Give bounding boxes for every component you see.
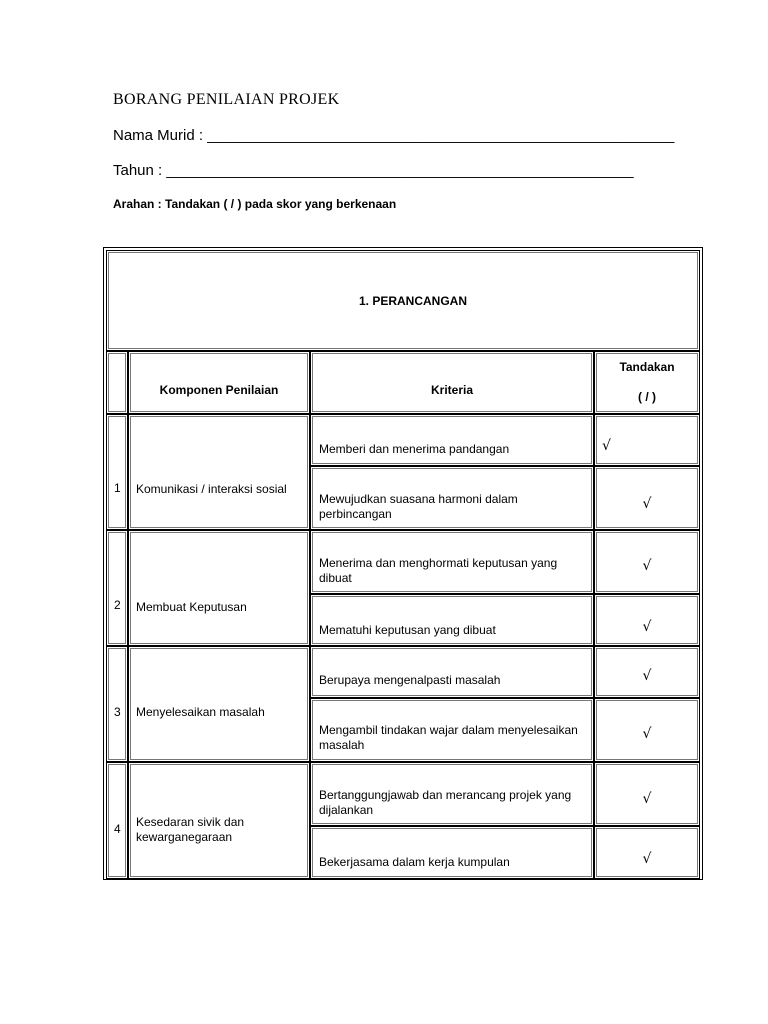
criteria-cell bbox=[310, 826, 594, 879]
assessment-table bbox=[103, 247, 703, 880]
row-number: 1 bbox=[114, 481, 121, 495]
section-header-cell bbox=[106, 250, 700, 351]
mark-cell[interactable] bbox=[594, 414, 700, 466]
check-mark-icon: √ bbox=[642, 668, 652, 684]
student-name-label: Nama Murid : bbox=[113, 127, 208, 144]
mark-cell[interactable] bbox=[594, 466, 700, 530]
row-number: 2 bbox=[114, 598, 121, 612]
criteria-cell bbox=[310, 466, 594, 530]
check-mark-icon: √ bbox=[642, 496, 652, 512]
row-number-cell bbox=[106, 646, 128, 762]
criteria-text: Bekerjasama dalam kerja kumpulan bbox=[319, 855, 510, 869]
student-name-field bbox=[113, 127, 674, 144]
criteria-cell bbox=[310, 646, 594, 698]
mark-cell[interactable] bbox=[594, 762, 700, 826]
year-line: ________________________________________________________ bbox=[166, 162, 634, 179]
mark-cell[interactable] bbox=[594, 826, 700, 879]
mark-cell[interactable] bbox=[594, 698, 700, 762]
component-cell bbox=[128, 762, 310, 879]
section-title: 1. PERANCANGAN bbox=[358, 294, 467, 308]
component-label: Komunikasi / interaksi sosial bbox=[136, 482, 287, 496]
check-mark-icon: √ bbox=[642, 619, 652, 635]
row-number-cell bbox=[106, 414, 128, 530]
header-mark-cell bbox=[594, 351, 700, 414]
row-number-cell bbox=[106, 530, 128, 646]
row-number: 4 bbox=[114, 822, 121, 836]
header-number-cell bbox=[106, 351, 128, 414]
criteria-cell bbox=[310, 698, 594, 762]
header-criteria-cell bbox=[310, 351, 594, 414]
form-title: BORANG PENILAIAN PROJEK bbox=[113, 91, 340, 108]
criteria-text: Memberi dan menerima pandangan bbox=[319, 442, 510, 456]
component-label: Menyelesaikan masalah bbox=[136, 705, 265, 719]
year-label: Tahun : bbox=[113, 162, 167, 179]
criteria-text: Bertanggungjawab dan merancang projek yang dijalankan bbox=[319, 788, 572, 817]
component-label: Kesedaran sivik dan kewarganegaraan bbox=[136, 815, 245, 844]
row-number: 3 bbox=[114, 705, 121, 719]
check-mark-icon: √ bbox=[602, 438, 611, 454]
component-cell bbox=[128, 414, 310, 530]
criteria-cell bbox=[310, 414, 594, 466]
row-number-cell bbox=[106, 762, 128, 879]
component-label: Membuat Keputusan bbox=[136, 600, 247, 614]
instruction-text: Arahan : Tandakan ( / ) pada skor yang berkenaan bbox=[113, 197, 397, 211]
year-field bbox=[113, 162, 634, 179]
header-component-cell bbox=[128, 351, 310, 414]
criteria-text: Menerima dan menghormati keputusan yang dibuat bbox=[319, 556, 558, 585]
mark-cell[interactable] bbox=[594, 594, 700, 646]
criteria-cell bbox=[310, 530, 594, 594]
header-criteria: Kriteria bbox=[430, 383, 474, 397]
criteria-text: Mewujudkan suasana harmoni dalam perbincangan bbox=[319, 492, 518, 521]
criteria-text: Mengambil tindakan wajar dalam menyelesaikan masalah bbox=[319, 723, 578, 752]
header-component: Komponen Penilaian bbox=[159, 383, 279, 397]
check-mark-icon: √ bbox=[642, 558, 652, 574]
criteria-cell bbox=[310, 762, 594, 826]
header-mark-line2: ( / ) bbox=[638, 390, 656, 404]
check-mark-icon: √ bbox=[642, 791, 652, 807]
check-mark-icon: √ bbox=[642, 726, 652, 742]
mark-cell[interactable] bbox=[594, 530, 700, 594]
criteria-text: Mematuhi keputusan yang dibuat bbox=[319, 623, 496, 637]
criteria-text: Berupaya mengenalpasti masalah bbox=[319, 673, 501, 687]
criteria-cell bbox=[310, 594, 594, 646]
student-name-line: ________________________________________________________ bbox=[207, 127, 675, 144]
component-cell bbox=[128, 646, 310, 762]
component-cell bbox=[128, 530, 310, 646]
header-mark-line1: Tandakan bbox=[619, 360, 675, 374]
mark-cell[interactable] bbox=[594, 646, 700, 698]
check-mark-icon: √ bbox=[642, 851, 652, 867]
